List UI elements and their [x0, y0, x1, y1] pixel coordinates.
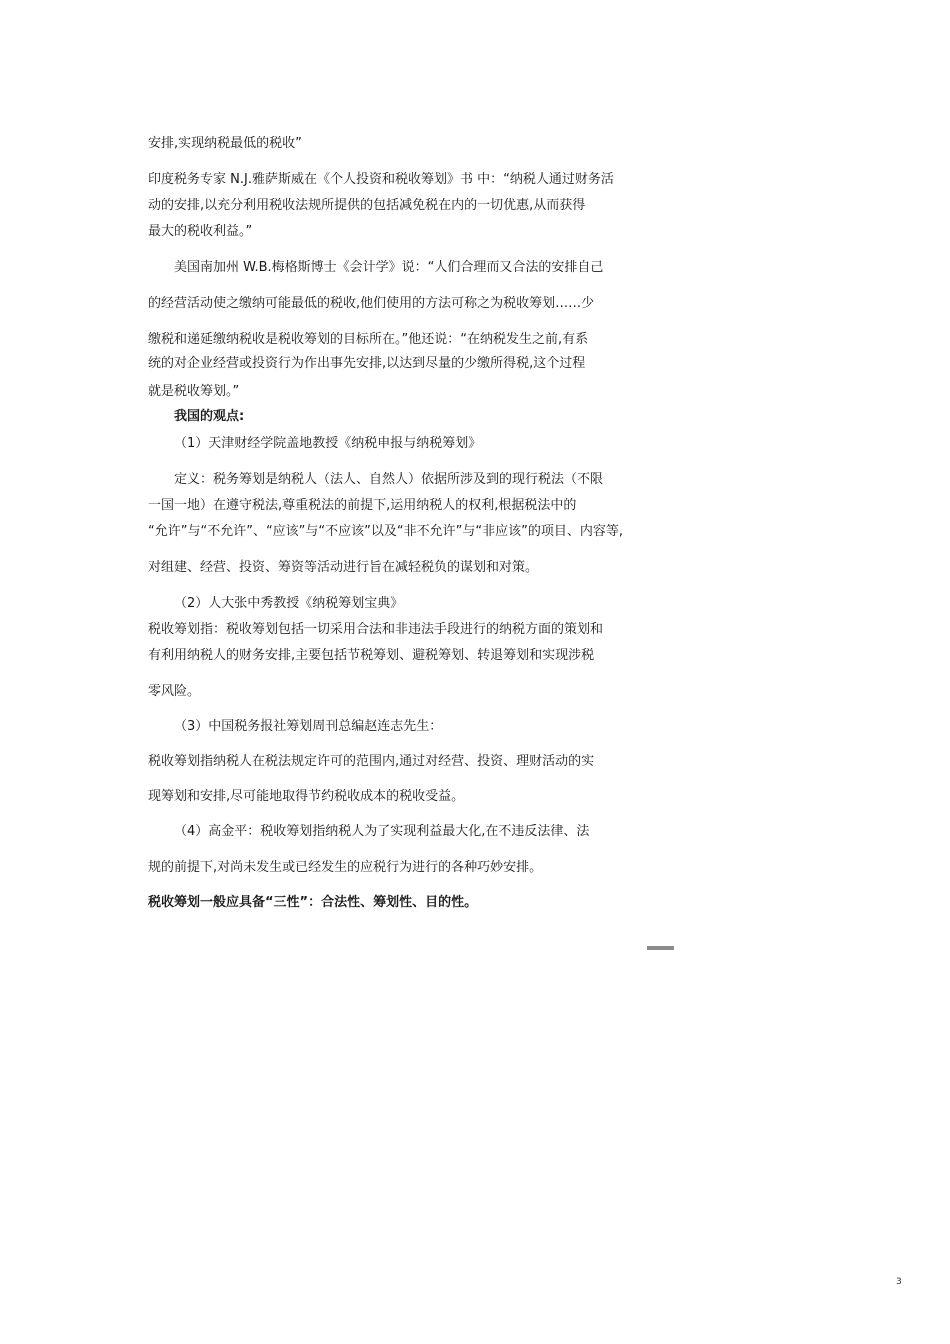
text-line-16: （2）人大张中秀教授《纳税筹划宝典》	[174, 596, 404, 611]
text-line-2: 印度税务专家 N.J.雅萨斯威在《个人投资和税收筹划》书 中：“纳税人通过财务活	[148, 172, 614, 187]
text-line-23: （4）高金平：税收筹划指纳税人为了实现利益最大化,在不违反法律、法	[174, 824, 590, 839]
summary-line: 税收筹划一般应具备“三性”：合法性、筹划性、目的性。	[148, 895, 478, 910]
text-line-18: 有利用纳税人的财务安排,主要包括节税筹划、避税筹划、转退筹划和实现涉税	[148, 648, 595, 663]
text-line-15: 对组建、经营、投资、筹资等活动进行旨在减轻税负的谋划和对策。	[148, 560, 539, 575]
text-line-9: 就是税收筹划。”	[148, 384, 240, 399]
separator-mark	[647, 946, 674, 950]
text-line-8: 统的对企业经营或投资行为作出事先安排,以达到尽量的少缴所得税,这个过程	[148, 356, 586, 371]
text-line-3: 动的安排,以充分利用税收法规所提供的包括减免税在内的一切优惠,从而获得	[148, 198, 586, 213]
text-line-24: 规的前提下,对尚未发生或已经发生的应税行为进行的各种巧妙安排。	[148, 860, 543, 875]
text-line-11: （1）天津财经学院盖地教授《纳税申报与纳税筹划》	[174, 436, 482, 451]
text-line-4: 最大的税收利益。”	[148, 224, 253, 239]
text-line-21: 税收筹划指纳税人在税法规定许可的范围内,通过对经营、投资、理财活动的实	[148, 754, 595, 769]
text-line-12: 定义：税务筹划是纳税人（法人、自然人）依据所涉及到的现行税法（不限	[174, 472, 604, 487]
text-line-6: 的经营活动使之缴纳可能最低的税收,他们使用的方法可称之为税收筹划……少	[148, 296, 595, 311]
text-line-1: 安排,实现纳税最低的税收”	[148, 136, 302, 151]
text-line-17: 税收筹划指：税收筹划包括一切采用合法和非违法手段进行的纳税方面的策划和	[148, 622, 604, 637]
text-line-19: 零风险。	[148, 684, 201, 699]
text-line-13: 一国一地）在遵守税法,尊重税法的前提下,运用纳税人的权利,根据税法中的	[148, 498, 577, 513]
text-line-20: （3）中国税务报社筹划周刊总编赵连志先生：	[174, 719, 443, 734]
page-number: 3	[896, 1277, 902, 1287]
text-line-7: 缴税和递延缴纳税收是税收筹划的目标所在。”他还说：“在纳税发生之前,有系	[148, 332, 589, 347]
text-line-22: 现筹划和安排,尽可能地取得节约税收成本的税收受益。	[148, 789, 465, 804]
section-heading: 我国的观点:	[174, 409, 245, 424]
text-line-14: “允许”与“不允许”、“应该”与“不应该”以及“非不允许”与“非应该”的项目、内容等,	[148, 524, 623, 539]
text-line-5: 美国南加州 W.B.梅格斯博士《会计学》说：“人们合理而又合法的安排自己	[174, 260, 604, 275]
